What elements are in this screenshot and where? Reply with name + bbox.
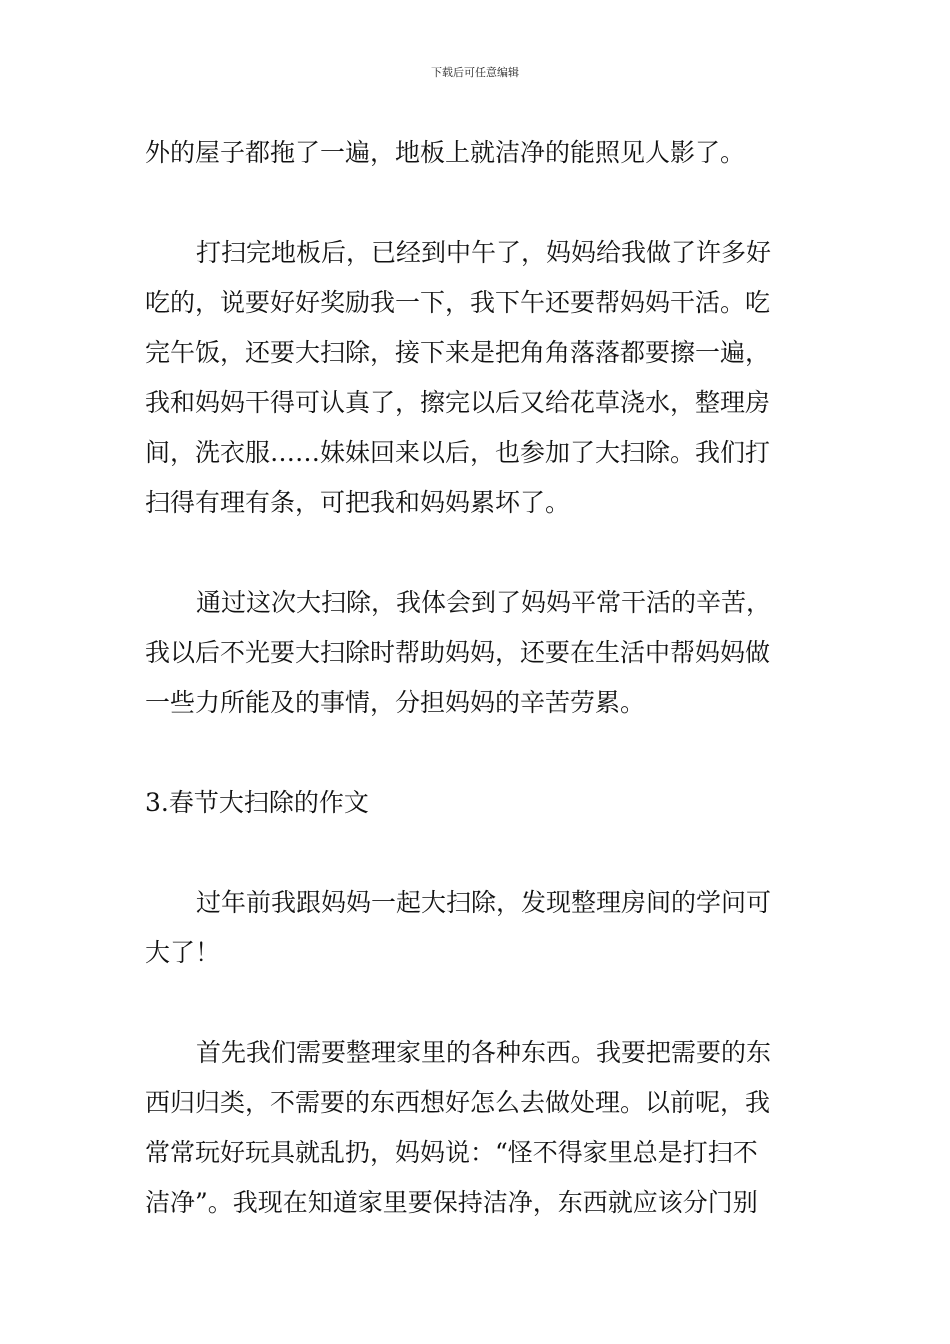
text-line: 间，洗衣服……妹妹回来以后，也参加了大扫除。我们打	[145, 438, 771, 467]
text-line: 打扫完地板后，已经到中午了，妈妈给我做了许多好	[196, 238, 772, 267]
text-line: 常常玩好玩具就乱扔，妈妈说：“怪不得家里总是打扫不	[145, 1138, 758, 1167]
paragraph-gap	[145, 728, 809, 778]
paragraph-gap	[145, 978, 809, 1028]
text-line: 我和妈妈干得可认真了，擦完以后又给花草浇水，整理房	[145, 388, 771, 417]
text-line: 吃的，说要好好奖励我一下，我下午还要帮妈妈干活。吃	[145, 288, 771, 317]
paragraph-gap	[145, 828, 809, 878]
text-line: 完午饭，还要大扫除，接下来是把角角落落都要擦一遍，	[145, 338, 771, 367]
paragraph-gap	[145, 178, 809, 228]
text-line: 一些力所能及的事情，分担妈妈的辛苦劳累。	[145, 688, 646, 717]
text-line: 首先我们需要整理家里的各种东西。我要把需要的东	[196, 1038, 772, 1067]
text-line: 扫得有理有条，可把我和妈妈累坏了。	[145, 488, 571, 517]
text-line: 大了！	[145, 938, 221, 967]
text-line: 过年前我跟妈妈一起大扫除，发现整理房间的学问可	[196, 888, 772, 917]
text-line: 洁净”。我现在知道家里要保持洁净，东西就应该分门别	[145, 1188, 758, 1217]
text-line: 我以后不光要大扫除时帮助妈妈，还要在生活中帮妈妈做	[145, 638, 771, 667]
paragraph-gap	[145, 528, 809, 578]
document-body	[145, 128, 809, 1228]
text-line: 通过这次大扫除，我体会到了妈妈平常干活的辛苦，	[196, 588, 772, 617]
section-heading: 3.春节大扫除的作文	[145, 788, 369, 817]
page-header: 下载后可任意编辑	[431, 66, 519, 79]
text-line: 外的屋子都拖了一遍，地板上就洁净的能照见人影了。	[145, 138, 746, 167]
text-line: 西归归类，不需要的东西想好怎么去做处理。以前呢，我	[145, 1088, 771, 1117]
